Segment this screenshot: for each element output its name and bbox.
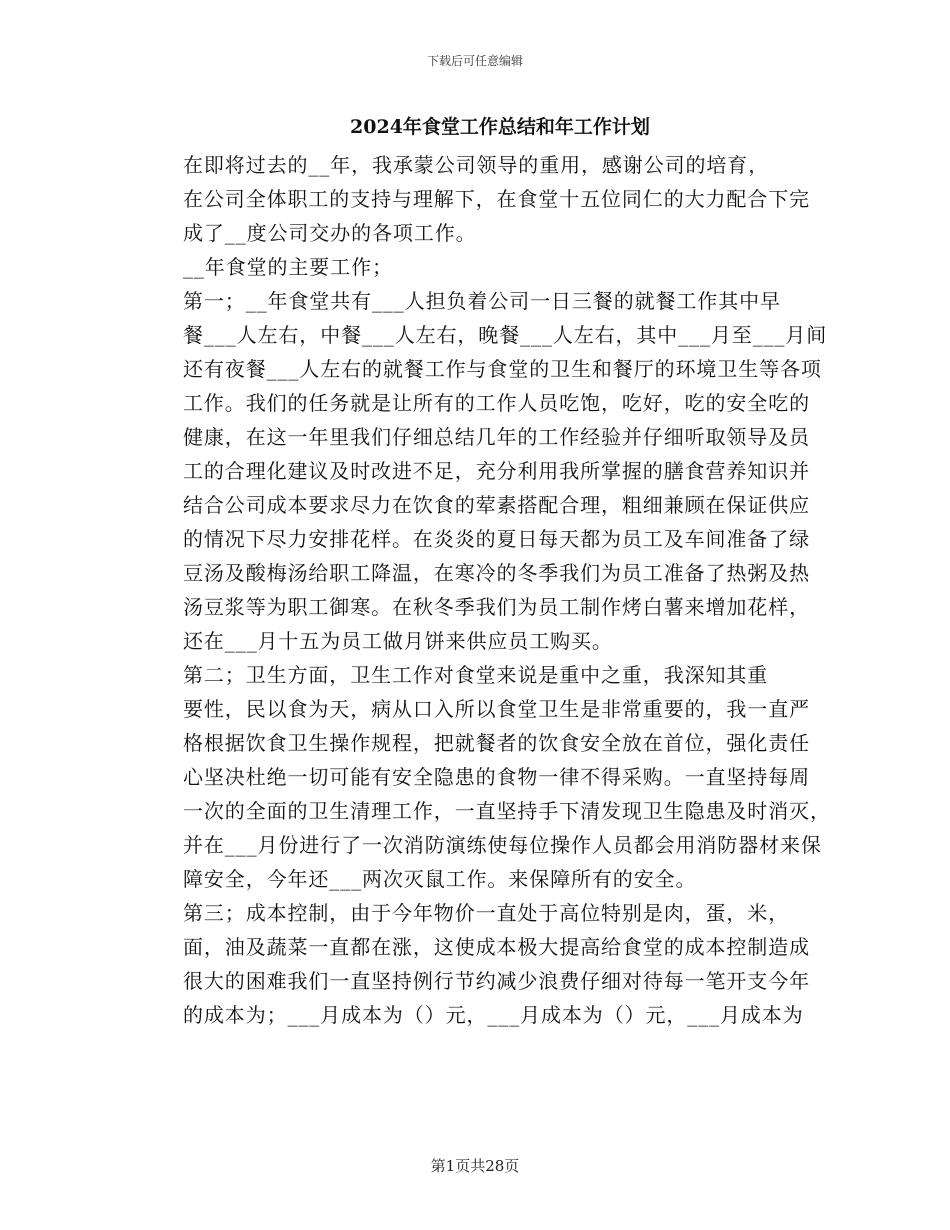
paragraph-line: 第三；成本控制，由于今年物价一直处于高位特别是肉，蛋，米， [183, 901, 790, 925]
paragraph-line: 在即将过去的__年，我承蒙公司领导的重用，感谢公司的培育， [183, 153, 770, 177]
paragraph-line: 格根据饮食卫生操作规程，把就餐者的饮食安全放在首位，强化责任 [183, 731, 810, 755]
paragraph-line: 第二；卫生方面，卫生工作对食堂来说是重中之重，我深知其重 [183, 663, 769, 687]
paragraph-line: 面，油及蔬菜一直都在涨，这使成本极大提高给食堂的成本控制造成 [183, 935, 810, 959]
paragraph-line: 心坚决杜绝一切可能有安全隐患的食物一律不得采购。一直坚持每周 [183, 765, 810, 789]
paragraph-line: 一次的全面的卫生清理工作，一直坚持手下清发现卫生隐患及时消灭， [183, 799, 831, 823]
body-paragraph [143, 658, 831, 896]
paragraph-line: __年食堂的主要工作； [183, 255, 393, 279]
paragraph-line: 成了__度公司交办的各项工作。 [183, 221, 477, 245]
paragraph-line: 汤豆浆等为职工御寒。在秋冬季我们为员工制作烤白薯来增加花样， [183, 595, 810, 619]
paragraph-line: 健康，在这一年里我们仔细总结几年的工作经验并仔细听取领导及员 [183, 425, 810, 449]
body-paragraph [143, 896, 810, 1032]
document-body [143, 148, 831, 1032]
paragraph-line: 在公司全体职工的支持与理解下，在食堂十五位同仁的大力配合下完 [183, 187, 810, 211]
paragraph-line: 结合公司成本要求尽力在饮食的荤素搭配合理，粗细兼顾在保证供应 [183, 493, 810, 517]
paragraph-line: 要性，民以食为天，病从口入所以食堂卫生是非常重要的，我一直严 [183, 697, 810, 721]
paragraph-line: 豆汤及酸梅汤给职工降温，在寒冷的冬季我们为员工准备了热粥及热 [183, 561, 810, 585]
page-number: 第1页共28页 [430, 1157, 520, 1175]
paragraph-line: 工的合理化建议及时改进不足，充分利用我所掌握的膳食营养知识并 [183, 459, 810, 483]
paragraph-line: 工作。我们的任务就是让所有的工作人员吃饱，吃好，吃的安全吃的 [183, 391, 810, 415]
paragraph-line: 的情况下尽力安排花样。在炎炎的夏日每天都为员工及车间准备了绿 [183, 527, 810, 551]
body-paragraph [143, 284, 828, 658]
paragraph-line: 还有夜餐___人左右的就餐工作与食堂的卫生和餐厅的环境卫生等各项 [183, 357, 822, 381]
download-note: 下载后可任意编辑 [426, 54, 523, 68]
paragraph-line: 障安全，今年还___两次灭鼠工作。来保障所有的安全。 [183, 867, 697, 891]
paragraph-line: 第一；__年食堂共有___人担负着公司一日三餐的就餐工作其中早 [183, 289, 781, 313]
paragraph-line: 还在___月十五为员工做月饼来供应员工购买。 [183, 629, 613, 653]
paragraph-line: 并在___月份进行了一次消防演练使每位操作人员都会用消防器材来保 [183, 833, 822, 857]
paragraph-line: 的成本为；___月成本为（）元，___月成本为（）元，___月成本为 [183, 1003, 804, 1027]
paragraph-line: 餐___人左右，中餐___人左右，晚餐___人左右，其中___月至___月间 [183, 323, 828, 347]
body-paragraph [143, 148, 810, 250]
body-paragraph [143, 250, 807, 284]
paragraph-line: 很大的困难我们一直坚持例行节约减少浪费仔细对待每一笔开支今年 [183, 969, 810, 993]
document-title: 2024年食堂工作总结和年工作计划 [350, 116, 650, 138]
